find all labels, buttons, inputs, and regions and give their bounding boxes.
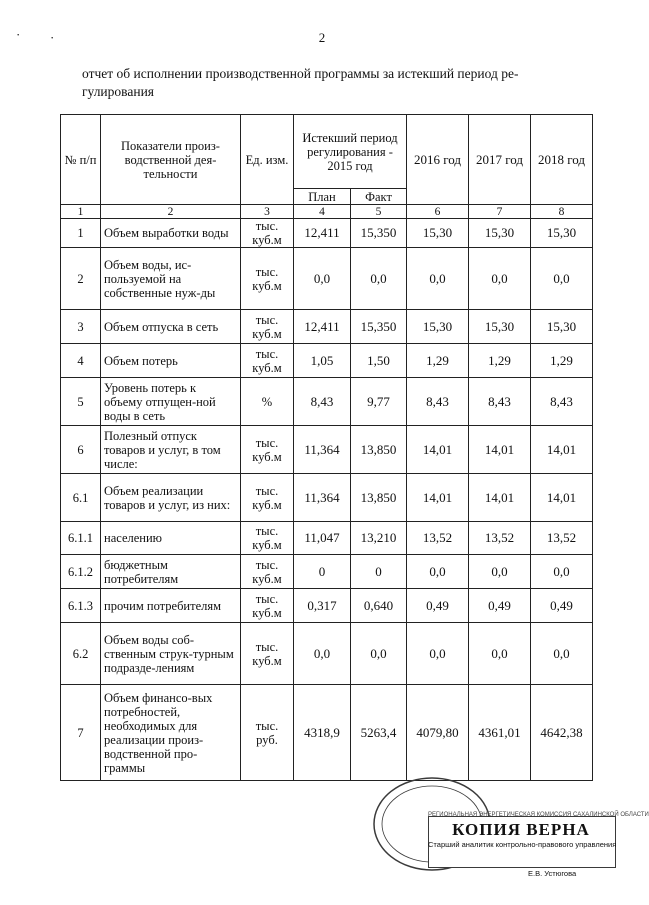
index-cell: 1 (61, 205, 101, 219)
row-indicator: Полезный отпуск товаров и услуг, в том числе: (101, 426, 241, 474)
table-row (61, 310, 593, 344)
row-fact-2015: 13,210 (351, 522, 407, 555)
row-indicator: Объем финансо-вых потребностей, необходимых для реализации произ-водственной про-граммы (101, 685, 241, 781)
row-value-2016: 0,0 (407, 555, 469, 589)
row-indicator: бюджетным потребителям (101, 555, 241, 589)
document-heading: отчет об исполнении производственной программы за истекший период ре-гулирования (82, 66, 519, 99)
row-value-2017: 4361,01 (469, 685, 531, 781)
certification-stamp (368, 776, 649, 888)
table-row (61, 555, 593, 589)
row-value-2017: 0,0 (469, 623, 531, 685)
row-unit: тыс. куб.м (241, 426, 294, 474)
table-row (61, 248, 593, 310)
row-plan-2015: 0 (294, 555, 351, 589)
row-value-2016: 13,52 (407, 522, 469, 555)
table-row (61, 589, 593, 623)
row-unit: тыс. куб.м (241, 623, 294, 685)
row-value-2018: 0,0 (531, 623, 593, 685)
row-unit: % (241, 378, 294, 426)
row-number: 4 (61, 344, 101, 378)
row-fact-2015: 9,77 (351, 378, 407, 426)
row-unit: тыс. куб.м (241, 522, 294, 555)
index-cell: 6 (407, 205, 469, 219)
index-cell: 2 (101, 205, 241, 219)
table-row (61, 474, 593, 522)
row-value-2017: 0,49 (469, 589, 531, 623)
row-value-2017: 0,0 (469, 248, 531, 310)
row-indicator: Объем выработки воды (101, 219, 241, 248)
row-fact-2015: 15,350 (351, 219, 407, 248)
row-value-2018: 15,30 (531, 310, 593, 344)
row-number: 5 (61, 378, 101, 426)
row-value-2018: 8,43 (531, 378, 593, 426)
stamp-role: Старший аналитик контрольно-правового управления (428, 840, 617, 849)
row-value-2017: 0,0 (469, 555, 531, 589)
row-value-2016: 15,30 (407, 219, 469, 248)
row-number: 6.1.2 (61, 555, 101, 589)
stamp-copy-true: КОПИЯ ВЕРНА (452, 820, 590, 839)
row-indicator: Объем воды, ис-пользуемой на собственные нуж-ды (101, 248, 241, 310)
row-value-2018: 0,0 (531, 555, 593, 589)
index-cell: 7 (469, 205, 531, 219)
row-value-2016: 1,29 (407, 344, 469, 378)
row-plan-2015: 4318,9 (294, 685, 351, 781)
row-value-2016: 0,49 (407, 589, 469, 623)
row-plan-2015: 11,364 (294, 474, 351, 522)
table-row (61, 522, 593, 555)
index-row (61, 205, 593, 219)
row-value-2016: 0,0 (407, 623, 469, 685)
scan-mark: · (50, 30, 55, 45)
row-unit: тыс. куб.м (241, 219, 294, 248)
row-value-2017: 13,52 (469, 522, 531, 555)
row-plan-2015: 0,0 (294, 623, 351, 685)
table-row (61, 344, 593, 378)
header-unit: Ед. изм. (241, 115, 294, 205)
header-fact: Факт (351, 189, 407, 205)
header-period: Истекший период регулирования - 2015 год (294, 115, 407, 189)
row-fact-2015: 0,0 (351, 623, 407, 685)
row-fact-2015: 13,850 (351, 426, 407, 474)
row-plan-2015: 12,411 (294, 219, 351, 248)
stamp-signatory: Е.В. Устюгова (528, 869, 577, 878)
table-row (61, 623, 593, 685)
header-2018: 2018 год (531, 115, 593, 205)
index-cell: 3 (241, 205, 294, 219)
row-number: 6 (61, 426, 101, 474)
row-number: 6.1 (61, 474, 101, 522)
row-plan-2015: 0,0 (294, 248, 351, 310)
row-plan-2015: 8,43 (294, 378, 351, 426)
row-value-2017: 14,01 (469, 474, 531, 522)
row-plan-2015: 0,317 (294, 589, 351, 623)
row-number: 7 (61, 685, 101, 781)
row-value-2017: 15,30 (469, 310, 531, 344)
row-value-2016: 8,43 (407, 378, 469, 426)
row-unit: тыс. куб.м (241, 589, 294, 623)
table-row (61, 219, 593, 248)
row-value-2018: 15,30 (531, 219, 593, 248)
index-cell: 8 (531, 205, 593, 219)
row-value-2018: 0,49 (531, 589, 593, 623)
row-fact-2015: 0,0 (351, 248, 407, 310)
row-unit: тыс. куб.м (241, 344, 294, 378)
row-value-2016: 14,01 (407, 426, 469, 474)
row-value-2018: 4642,38 (531, 685, 593, 781)
row-indicator: населению (101, 522, 241, 555)
row-unit: тыс. куб.м (241, 310, 294, 344)
row-value-2017: 1,29 (469, 344, 531, 378)
row-value-2018: 0,0 (531, 248, 593, 310)
table-row (61, 685, 593, 781)
row-fact-2015: 15,350 (351, 310, 407, 344)
header-plan: План (294, 189, 351, 205)
header-2016: 2016 год (407, 115, 469, 205)
page-number: 2 (318, 30, 326, 45)
header-num: № п/п (61, 115, 101, 205)
row-indicator: Объем отпуска в сеть (101, 310, 241, 344)
row-unit: тыс. руб. (241, 685, 294, 781)
row-value-2018: 13,52 (531, 522, 593, 555)
row-indicator: прочим потребителям (101, 589, 241, 623)
header-2017: 2017 год (469, 115, 531, 205)
row-fact-2015: 0,640 (351, 589, 407, 623)
row-value-2017: 15,30 (469, 219, 531, 248)
index-cell: 4 (294, 205, 351, 219)
row-indicator: Объем реализации товаров и услуг, из них: (101, 474, 241, 522)
row-indicator: Объем потерь (101, 344, 241, 378)
table-row (61, 378, 593, 426)
row-number: 6.1.3 (61, 589, 101, 623)
row-value-2016: 14,01 (407, 474, 469, 522)
row-number: 6.2 (61, 623, 101, 685)
row-indicator: Уровень потерь к объему отпущен-ной воды в сеть (101, 378, 241, 426)
production-program-table (60, 114, 593, 781)
stamp-organization: РЕГИОНАЛЬНАЯ ЭНЕРГЕТИЧЕСКАЯ КОМИССИЯ САХАЛИНСКОЙ ОБЛАСТИ (428, 812, 649, 818)
header-indicator: Показатели произ-водственной дея-тельности (101, 115, 241, 205)
row-plan-2015: 11,047 (294, 522, 351, 555)
row-plan-2015: 11,364 (294, 426, 351, 474)
row-unit: тыс. куб.м (241, 248, 294, 310)
scan-mark: · (16, 27, 21, 42)
row-fact-2015: 5263,4 (351, 685, 407, 781)
row-indicator: Объем воды соб-ственным струк-турным подразде-лениям (101, 623, 241, 685)
row-value-2018: 1,29 (531, 344, 593, 378)
row-value-2016: 4079,80 (407, 685, 469, 781)
row-number: 1 (61, 219, 101, 248)
row-unit: тыс. куб.м (241, 474, 294, 522)
row-fact-2015: 1,50 (351, 344, 407, 378)
row-value-2017: 14,01 (469, 426, 531, 474)
index-cell: 5 (351, 205, 407, 219)
row-number: 2 (61, 248, 101, 310)
row-value-2018: 14,01 (531, 474, 593, 522)
row-unit: тыс. куб.м (241, 555, 294, 589)
row-number: 3 (61, 310, 101, 344)
row-fact-2015: 13,850 (351, 474, 407, 522)
header-row (61, 115, 593, 189)
row-value-2016: 15,30 (407, 310, 469, 344)
table-row (61, 426, 593, 474)
row-plan-2015: 1,05 (294, 344, 351, 378)
row-plan-2015: 12,411 (294, 310, 351, 344)
row-number: 6.1.1 (61, 522, 101, 555)
row-value-2016: 0,0 (407, 248, 469, 310)
row-value-2018: 14,01 (531, 426, 593, 474)
row-fact-2015: 0 (351, 555, 407, 589)
row-value-2017: 8,43 (469, 378, 531, 426)
